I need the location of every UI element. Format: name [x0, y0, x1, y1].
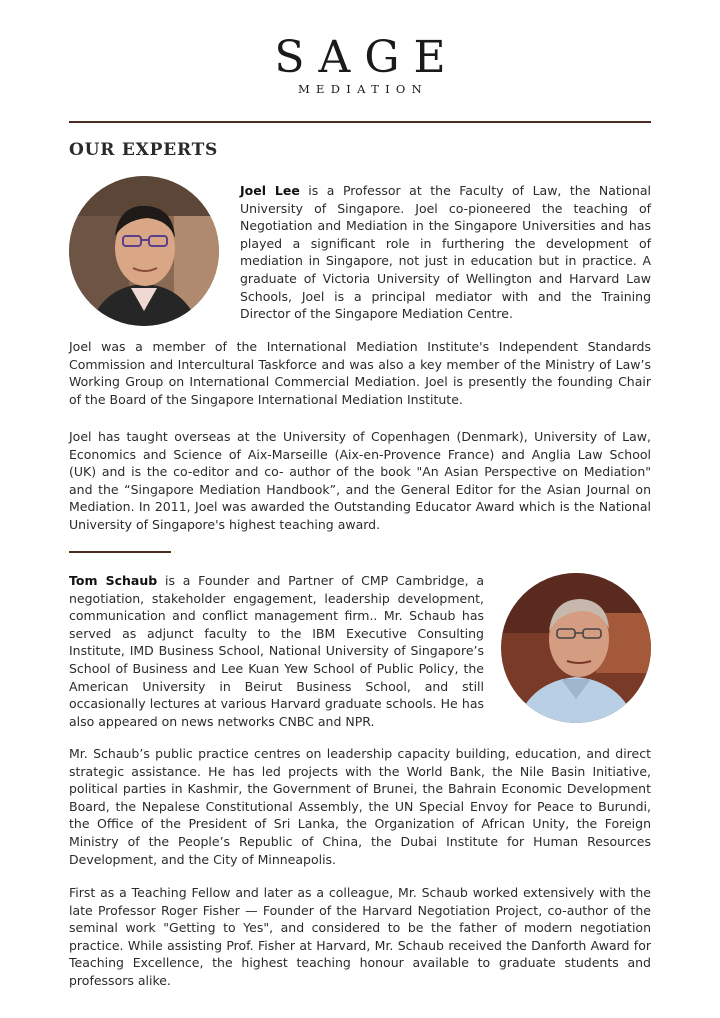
tom-schaub-paragraph-1: Mr. Schaub’s public practice centres on leadership capacity building, education, and direct strategic assistance. He has led projects with the World Bank, the Nile Basin Initiative, political parties in Kashmir, the Government of Brunei, the Bahrain Economic Development Board, the Nepalese Constitutional Assembly, the UN Special Envoy for Peace to Burundi, the Office of the President of Sri Lanka, the Organization of African Unity, the Foreign Ministry of the People’s Republic of China, the Dubai Institute for Human Resources Development, and the City of Minneapolis.	[69, 746, 651, 867]
joel-lee-paragraph-1: Joel was a member of the International Mediation Institute's Independent Standards Commission and Intercultural Taskforce and was also a key member of the Ministry of Law’s Working Group on International Commercial Mediation. Joel is presently the founding Chair of the Board of the Singapore International Mediation Institute.	[69, 339, 651, 407]
tom-schaub-paragraph-2: First as a Teaching Fellow and later as a colleague, Mr. Schaub worked extensively with the late Professor Roger Fisher — Founder of the Harvard Negotiation Project, co-author of the seminal work "Getting to Yes", and considered to be the father of modern negotiation practice. While assisting Prof. Fisher at Harvard, Mr. Schaub received the Danforth Award for Teaching Excellence, the highest teaching honour available to graduate students and professors alike.	[69, 885, 651, 988]
logo-subtitle: MEDIATION	[297, 82, 428, 96]
joel-lee-name: Joel Lee	[240, 183, 300, 198]
joel-lee-paragraph-2: Joel has taught overseas at the University of Copenhagen (Denmark), University of Law, Economics and Science of Aix-Marseille (Aix-en-Provence France) and Anglia Law School (UK) and is the co-editor and co- author of the book "An Asian Perspective on Mediation" and the “Singapore Mediation Handbook”, and the General Editor for the Asian Journal on Mediation. In 2011, Joel was awarded the Outstanding Educator Award which is the National University of Singapore's highest teaching award.	[69, 429, 651, 532]
logo-wordmark: SAGE	[274, 32, 460, 83]
joel-lee-intro: Joel Lee is a Professor at the Faculty of Law, the National University of Singapore. Joel co-pioneered the teaching of Negotiation and Mediation in the Singapore Universities and has played a significant role in furthering the development of mediation in Singapore, not just in education but in practice. A graduate of Victoria University of Wellington and Harvard Law Schools, Joel is a principal mediator with and the Training Director of the Singapore Mediation Centre.	[240, 183, 651, 322]
sage-mediation-logo	[0, 34, 720, 96]
header-divider	[69, 121, 651, 123]
section-divider	[69, 551, 171, 553]
tom-schaub-photo	[501, 573, 651, 723]
tom-schaub-name: Tom Schaub	[69, 573, 158, 588]
tom-schaub-intro: Tom Schaub is a Founder and Partner of CMP Cambridge, a negotiation, stakeholder engagement, leadership development, communication and conflict management firm.. Mr. Schaub has served as adjunct faculty to the IBM Executive Consulting Institute, IMD Business School, National University of Singapore’s School of Business and Lee Kuan Yew School of Public Policy, the American University in Beirut Business School, and still occasionally lectures at various Harvard graduate schools. He has also appeared on news networks CNBC and NPR.	[69, 573, 484, 729]
joel-lee-photo	[69, 176, 219, 326]
section-title: OUR EXPERTS	[69, 140, 219, 160]
